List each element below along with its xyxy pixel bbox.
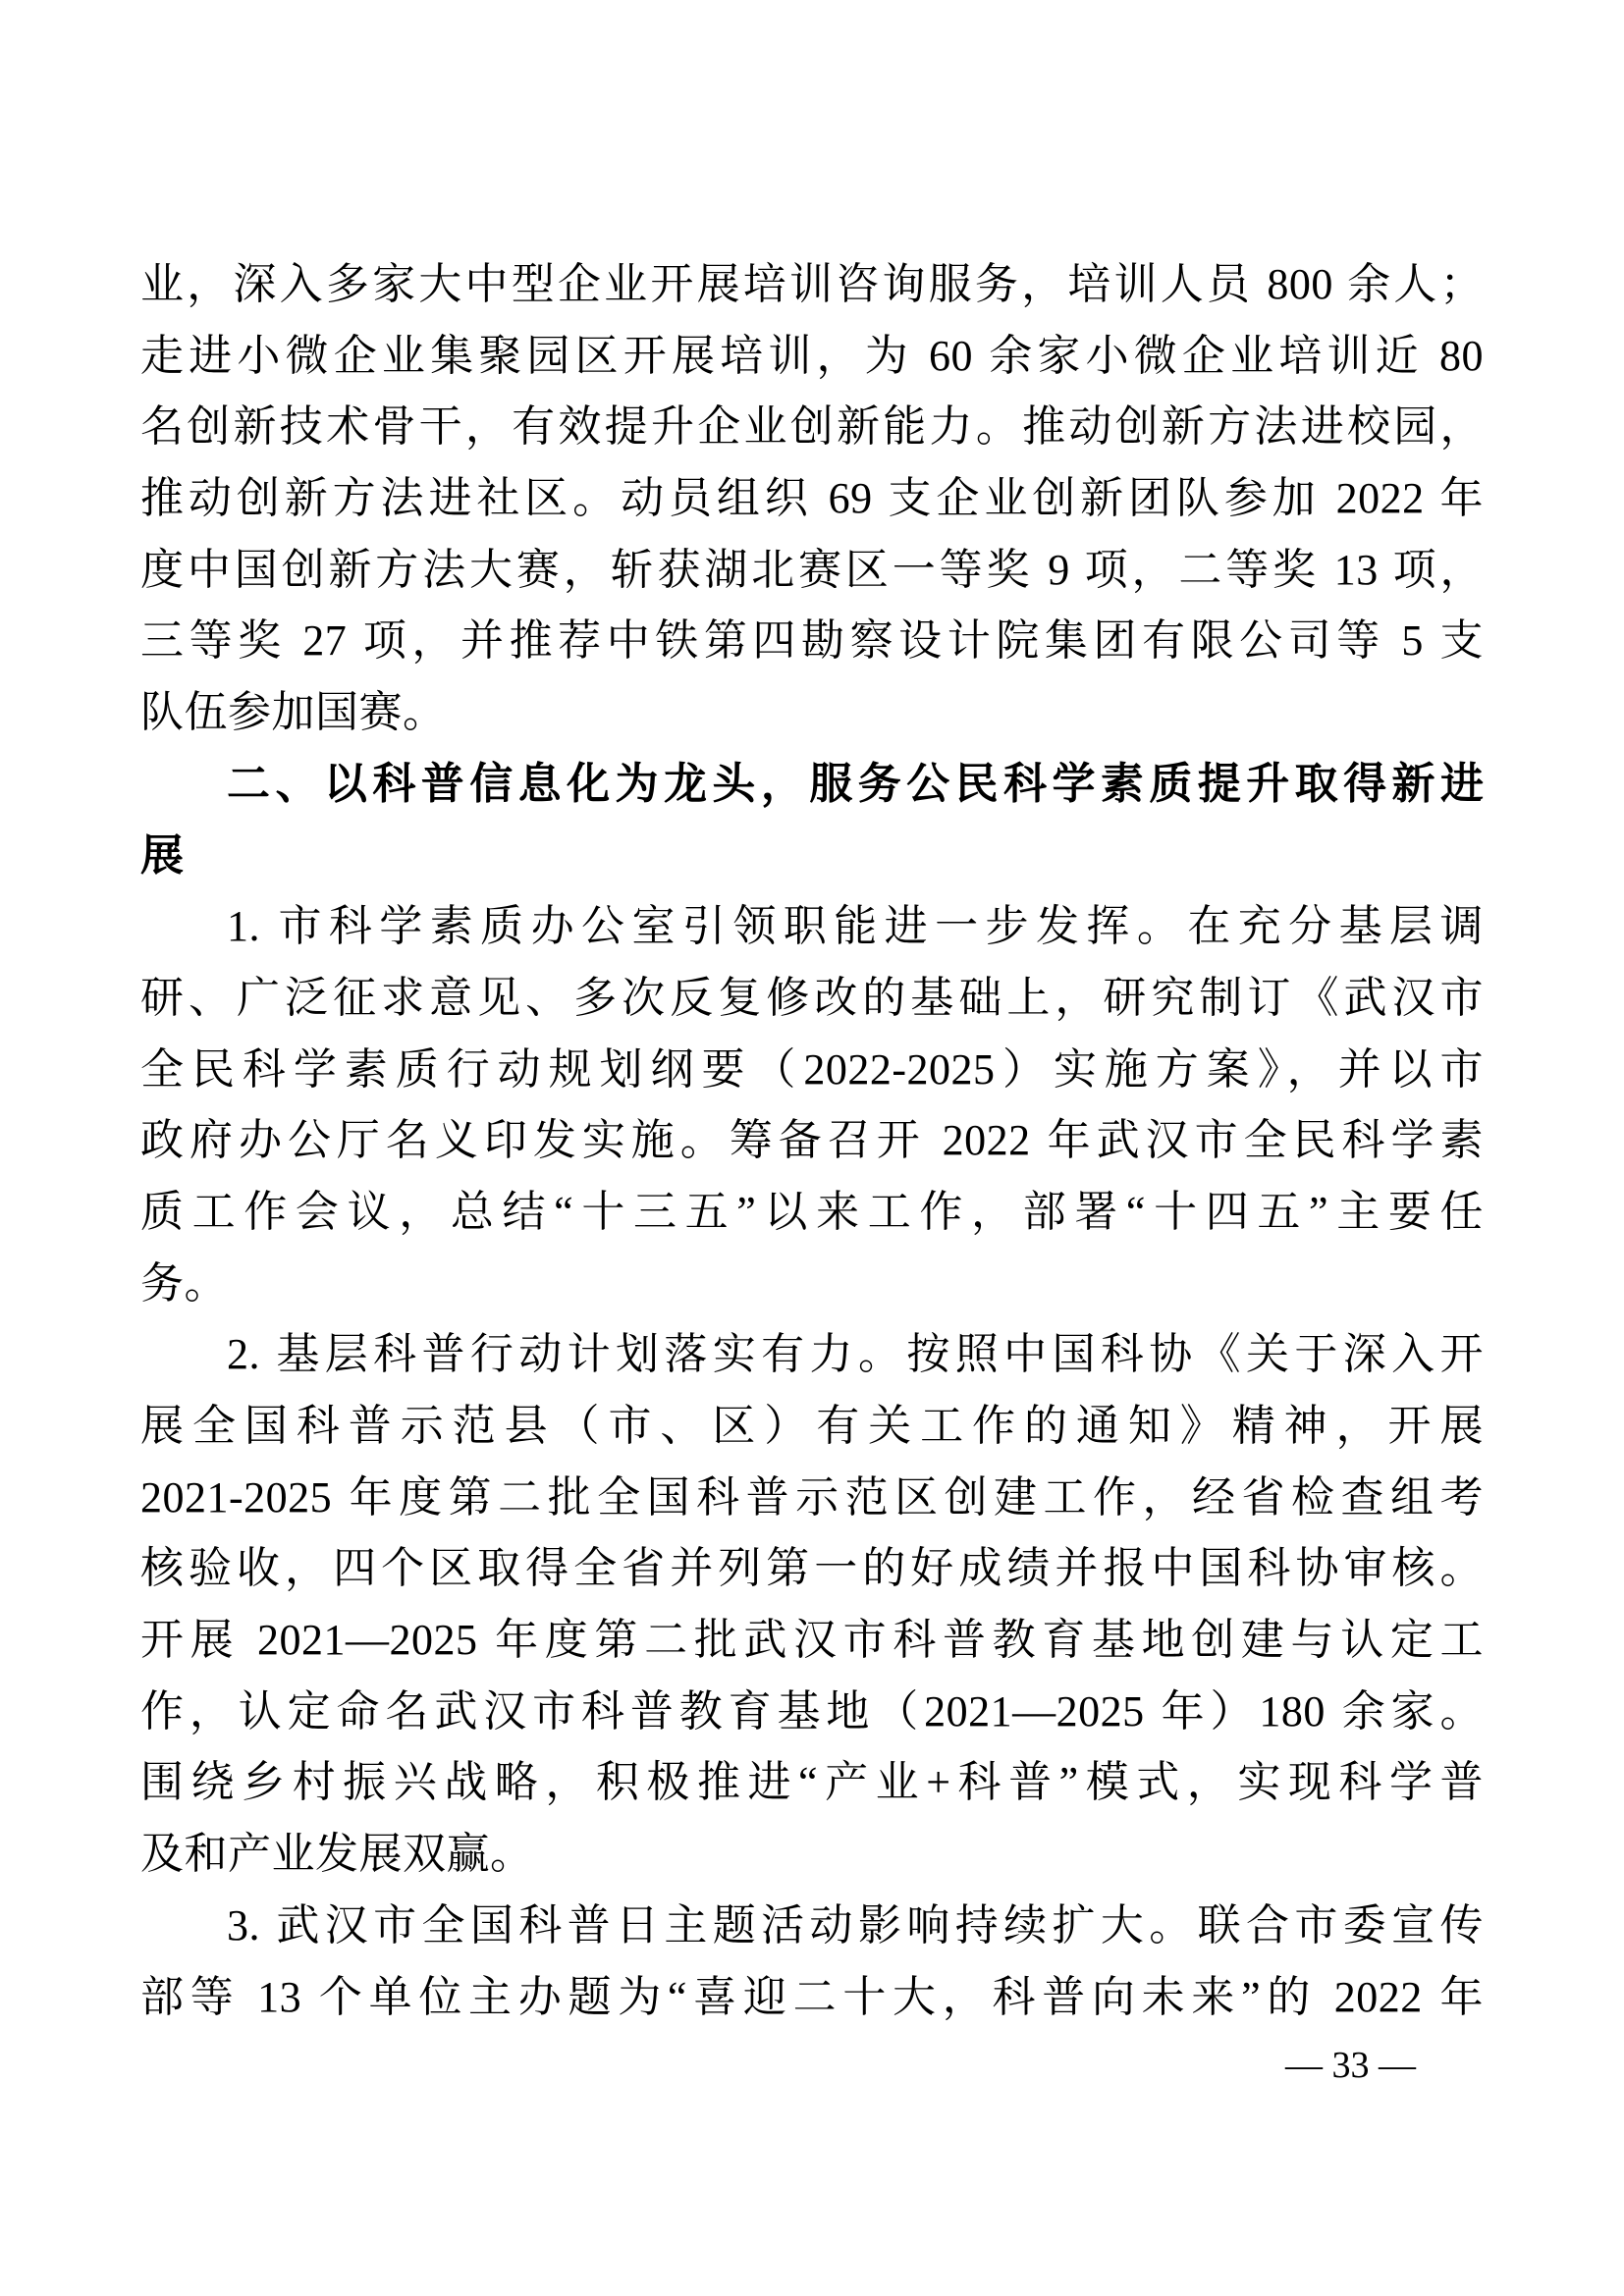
body-text-line: 展全国科普示范县（市、区）有关工作的通知》精神，开展 xyxy=(140,1402,1484,1450)
body-text-line: 开展 2021—2025 年度第二批武汉市科普教育基地创建与认定工 xyxy=(140,1616,1484,1665)
body-text-line: 2021-2025 年度第二批全国科普示范区创建工作，经省检查组考 xyxy=(140,1472,1484,1522)
body-text-line: 质工作会议，总结“十三五”以来工作，部署“十四五”主要任 xyxy=(140,1187,1484,1236)
body-text-line: 名创新技术骨干，有效提升企业创新能力。推动创新方法进校园， xyxy=(140,402,1484,452)
body-text-line: 务。 xyxy=(140,1258,228,1308)
body-text-line: 围绕乡村振兴战略，积极推进“产业+科普”模式，实现科学普 xyxy=(140,1758,1484,1807)
section-heading: 二、以科普信息化为龙头，服务公民科学素质提升取得新进 xyxy=(227,759,1484,808)
page-number: — 33 — xyxy=(1285,2045,1416,2086)
text-block xyxy=(140,249,1484,2033)
body-text-line: 走进小微企业集聚园区开展培训，为 60 余家小微企业培训近 80 xyxy=(140,331,1484,380)
body-text-line: 推动创新方法进社区。动员组织 69 支企业创新团队参加 2022 年 xyxy=(140,474,1484,523)
section-heading: 展 xyxy=(140,830,184,880)
body-text-line: 队伍参加国赛。 xyxy=(140,688,447,737)
body-text-line: 核验收，四个区取得全省并列第一的好成绩并报中国科协审核。 xyxy=(140,1544,1484,1593)
body-text-line: 作，认定命名武汉市科普教育基地（2021—2025 年）180 余家。 xyxy=(140,1686,1484,1735)
body-text-line: 及和产业发展双赢。 xyxy=(140,1830,534,1879)
body-text-line: 1. 市科学素质办公室引领职能进一步发挥。在充分基层调 xyxy=(227,902,1484,951)
body-text-line: 3. 武汉市全国科普日主题活动影响持续扩大。联合市委宣传 xyxy=(227,1900,1484,1949)
body-text-line: 2. 基层科普行动计划落实有力。按照中国科协《关于深入开 xyxy=(227,1330,1484,1379)
body-text-line: 三等奖 27 项，并推荐中铁第四勘察设计院集团有限公司等 5 支 xyxy=(140,616,1484,666)
body-text-line: 业，深入多家大中型企业开展培训咨询服务，培训人员 800 余人； xyxy=(140,260,1484,308)
body-text-line: 度中国创新方法大赛，斩获湖北赛区一等奖 9 项，二等奖 13 项， xyxy=(140,545,1484,594)
body-text-line: 部等 13 个单位主办题为“喜迎二十大，科普向未来”的 2022 年 xyxy=(140,1972,1484,2021)
body-text-line: 全民科学素质行动规划纲要（2022-2025）实施方案》，并以市 xyxy=(140,1044,1484,1094)
body-text-line: 政府办公厅名义印发实施。筹备召开 2022 年武汉市全民科学素 xyxy=(140,1116,1484,1165)
body-text-line: 研、广泛征求意见、多次反复修改的基础上，研究制订《武汉市 xyxy=(140,973,1484,1022)
